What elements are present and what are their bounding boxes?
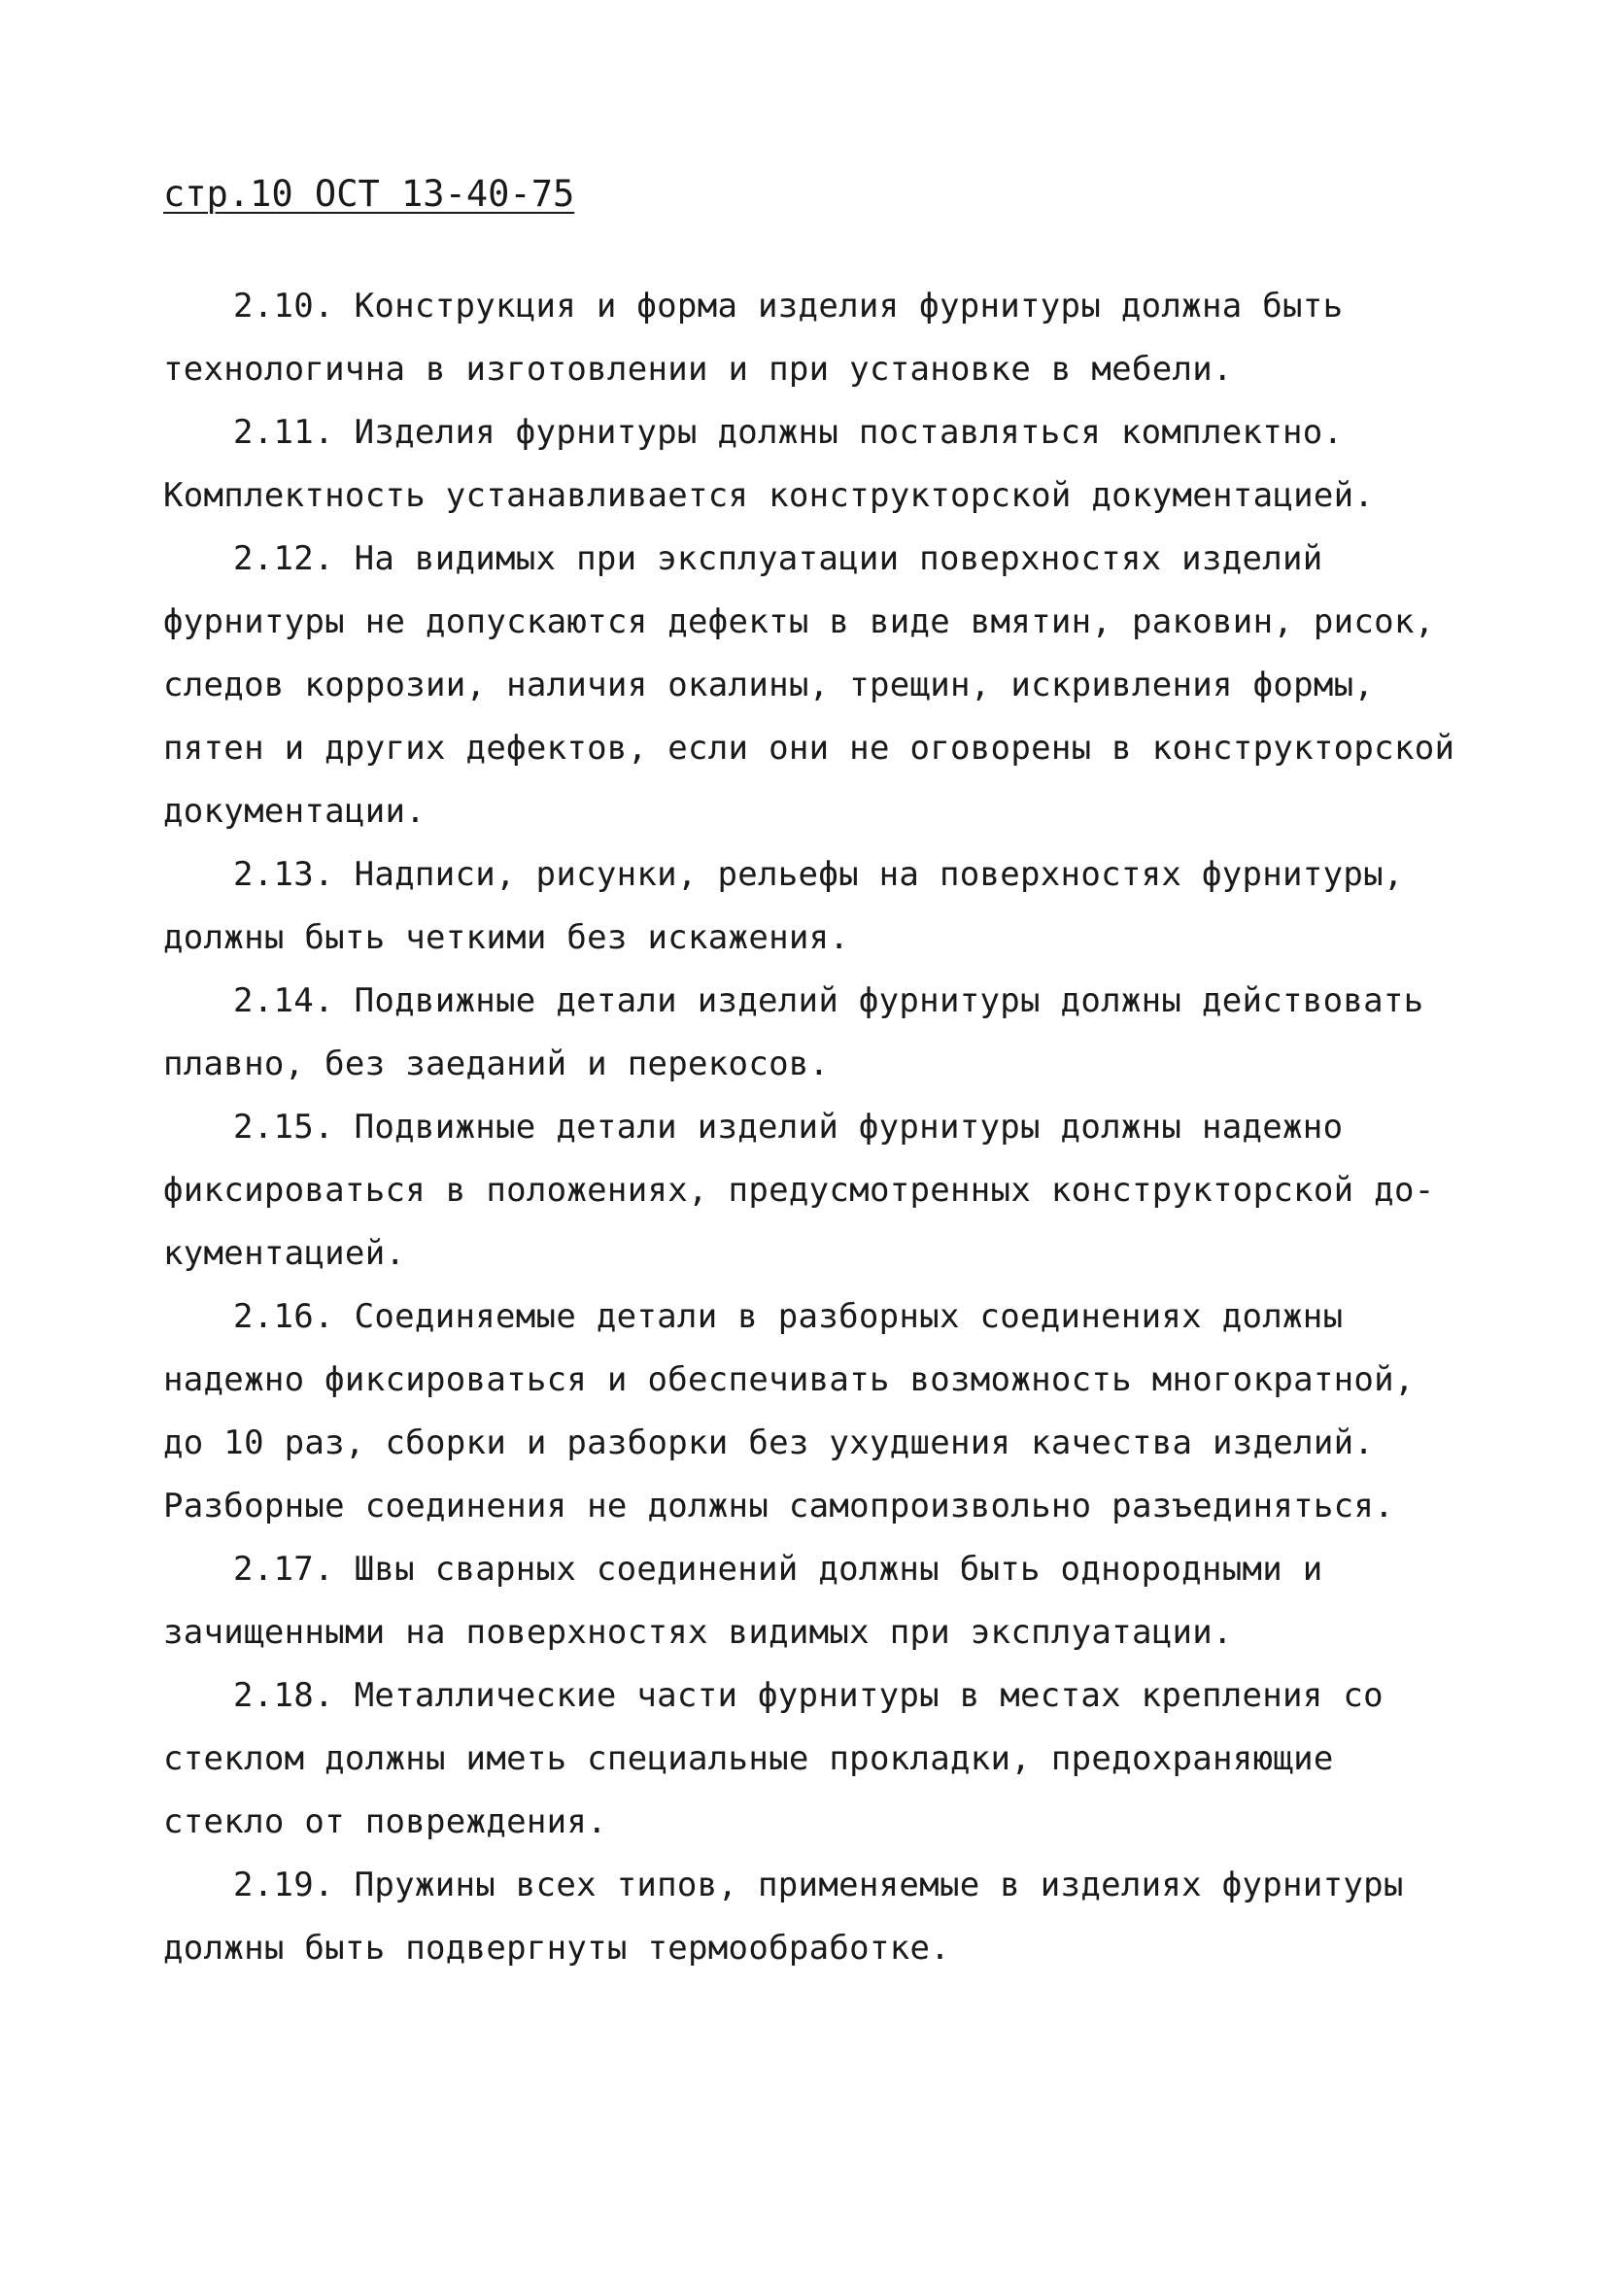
paragraph-line: следов коррозии, наличия окалины, трещин, искривления формы,	[163, 666, 1375, 704]
paragraph-first-line: 2.18. Металлические части фурнитуры в местах крепления со	[233, 1676, 1384, 1715]
paragraph-first-line: 2.16. Соединяемые детали в разборных соединениях должны	[233, 1297, 1344, 1336]
page-header: стр.10 ОСТ 13-40-75	[163, 173, 575, 215]
paragraph-line: до 10 раз, сборки и разборки без ухудшения качества изделий.	[163, 1423, 1375, 1462]
paragraph-line: зачищенными на поверхностях видимых при эксплуатации.	[163, 1613, 1233, 1652]
paragraph-first-line: 2.19. Пружины всех типов, применяемые в изделиях фурнитуры	[233, 1866, 1404, 1904]
paragraph-line: фурнитуры не допускаются дефекты в виде вмятин, раковин, рисок,	[163, 602, 1435, 641]
paragraph-line: кументацией.	[163, 1234, 406, 1273]
paragraph-line: должны быть подвергнуты термообработке.	[163, 1929, 951, 1968]
paragraph-line: стеклом должны иметь специальные прокладки, предохраняющие	[163, 1739, 1334, 1778]
paragraph-line: надежно фиксироваться и обеспечивать возможность многократной,	[163, 1360, 1415, 1399]
paragraph-line: Комплектность устанавливается конструкторской документацией.	[163, 476, 1375, 515]
paragraph-line: стекло от повреждения.	[163, 1802, 607, 1841]
paragraph-line: пятен и других дефектов, если они не оговорены в конструкторской	[163, 729, 1455, 768]
paragraph-first-line: 2.10. Конструкция и форма изделия фурнитуры должна быть	[233, 287, 1344, 326]
paragraph-first-line: 2.17. Швы сварных соединений должны быть однородными и	[233, 1550, 1323, 1589]
paragraph-first-line: 2.14. Подвижные детали изделий фурнитуры должны действовать	[233, 981, 1424, 1020]
document-body	[163, 275, 1455, 1980]
paragraph-line: документации.	[163, 792, 427, 831]
paragraph-line: плавно, без заеданий и перекосов.	[163, 1045, 830, 1083]
paragraph-line: должны быть четкими без искажения.	[163, 918, 850, 957]
paragraph-first-line: 2.12. На видимых при эксплуатации поверхностях изделий	[233, 539, 1323, 578]
paragraph-first-line: 2.11. Изделия фурнитуры должны поставляться комплектно.	[233, 413, 1344, 452]
paragraph-line: фиксироваться в положениях, предусмотренных конструкторской до-	[163, 1171, 1435, 1210]
paragraph-line: Разборные соединения не должны самопроизвольно разъединяться.	[163, 1487, 1394, 1525]
paragraph-first-line: 2.13. Надписи, рисунки, рельефы на поверхностях фурнитуры,	[233, 855, 1404, 894]
paragraph-line: технологична в изготовлении и при установке в мебели.	[163, 350, 1233, 389]
paragraph-first-line: 2.15. Подвижные детали изделий фурнитуры должны надежно	[233, 1108, 1344, 1147]
